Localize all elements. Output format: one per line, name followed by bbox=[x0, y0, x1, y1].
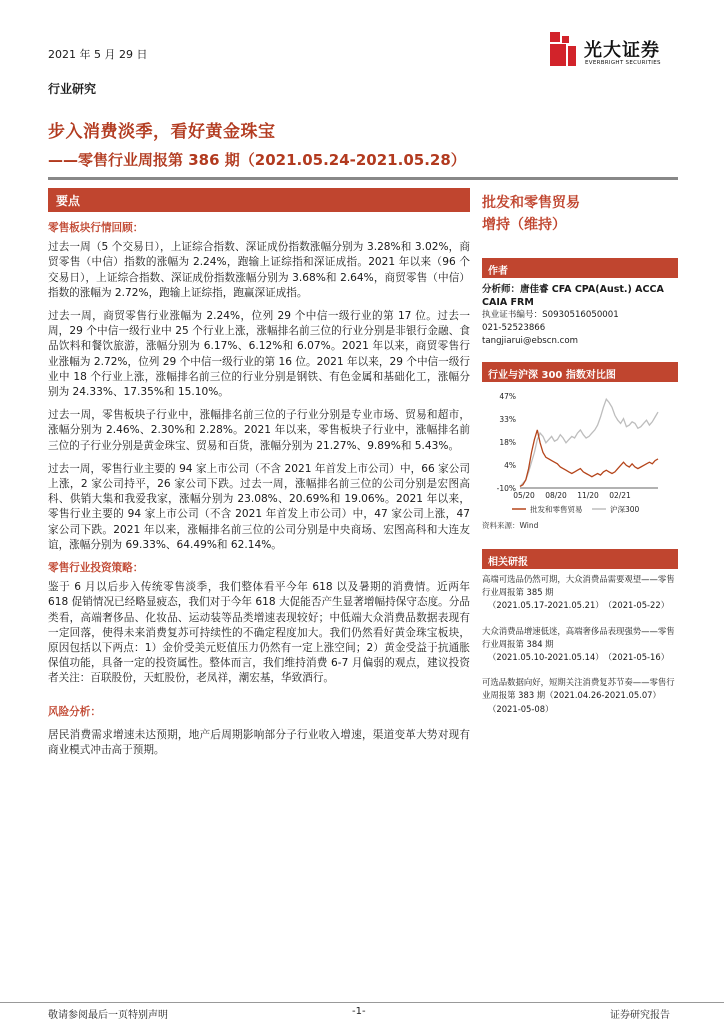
related-report-2-title: 大众消费品增速低迷，高端奢侈品表现强势——零售行业周报第 384 期 bbox=[482, 625, 675, 649]
market-review-paragraph-2: 过去一周，商贸零售行业涨幅为 2.24%，位列 29 个中信一级行业的第 17 位。过去一周，29 个中信一级行业中 25 个行业上涨，涨幅排名前三位的行业分别是非银行金融、食品饮料和餐饮旅游，涨幅分别为 6.17%、6.12%和 6.07%。2021 年以来，商贸零售行业涨幅为 2.72%，位列 29 个中信一级行业的第 16 位。2021 年以来，29 个中信一级行业中 18 个行业上涨，涨幅排名前三位的行业分别是钢铁、有色金属和基础化工，涨幅分别为 24.33%、17.35%和 15.10%。 bbox=[48, 310, 470, 399]
keypoints-label: 要点 bbox=[56, 194, 81, 208]
comparison-chart-svg bbox=[482, 388, 678, 518]
industry-name: 批发和零售贸易 bbox=[482, 195, 580, 211]
keypoints-banner bbox=[48, 188, 470, 212]
y-tick-label: 47% bbox=[499, 392, 516, 401]
related-report-1 bbox=[482, 573, 678, 613]
main-content bbox=[48, 221, 470, 758]
legend-label: 沪深300 bbox=[610, 505, 640, 514]
market-review-heading: 零售板块行情回顾： bbox=[48, 222, 144, 234]
phone: 021-52523866 bbox=[482, 323, 546, 333]
strategy-paragraph: 鉴于 6 月以后步入传统零售淡季，我们整体看平今年 618 以及暑期的消费情。近两年 618 促销情况已经略显疲态，我们对于今年 618 大促能否产生显著增幅持保守态度。分品类看，高端奢侈品、化妆品、运动装等品类增速表现较好；中低端大众消费品数据表现有一定回落，使得未来消费复苏可持续性的不确定程度加大。我们仍然看好黄金珠宝板块，原因包括以下两点：1）金价受美元贬值压力仍然有一定上涨空间；2）黄金受益于抗通胀保值功能，具备一定的投资属性。整体而言，我们维持消费 6-7 月偏弱的观点，建议投资者关注：百联股份，天虹股份，老凤祥，潮宏基，华致酒行。 bbox=[48, 581, 470, 685]
market-review-paragraph-4: 过去一周，零售行业主要的 94 家上市公司（不含 2021 年首发上市公司）中，66 家公司上涨，2 家公司持平，26 家公司下跌。过去一周，涨幅排名前三位的公司分别是宏图高科、供销大集和我爱我家，涨幅分别为 23.08%、20.69%和 19.06%。2021 年以来，零售行业主要的 94 家上市公司（不含 2021 年首发上市公司）中，47 家公司上涨，47 家公司下跌。2021 年以来，涨幅排名前三位的公司分别是中央商场、宏图高科和大连友谊，涨幅分别为 69.33%、64.49%和 62.14%。 bbox=[48, 462, 470, 551]
analyst-name: 分析师：唐佳睿 CFA CPA(Aust.) ACCA CAIA FRM bbox=[482, 284, 664, 308]
market-review-paragraph-1: 过去一周（5 个交易日），上证综合指数、深证成份指数涨幅分别为 3.28%和 3.02%，商贸零售（中信）指数的涨幅为 2.24%，跑输上证综指和深证成指。2021 年以来（96 个交易日），上证综合指数、深证成份指数涨幅分别为 3.68%和 2.64%，商贸零售（中信）指数的涨幅为 2.72%，跑输上证综指，跑赢深证成指。 bbox=[48, 241, 470, 299]
related-report-1-title: 高端可选品仍然可期，大众消费品需要观望——零售行业周报第 385 期 bbox=[482, 574, 675, 598]
related-report-3-date: （2021-05-08） bbox=[488, 703, 554, 714]
market-review-paragraph-3: 过去一周，零售板块子行业中，涨幅排名前三位的子行业分别是专业市场、贸易和超市，涨幅分别为 2.46%、2.30%和 2.28%。2021 年以来，零售板块子行业中，涨幅排名前三位的子行业分别是黄金珠宝、贸易和百货，涨幅分别为 21.27%、9.89%和 5.43%。 bbox=[48, 409, 470, 452]
y-tick-label: 18% bbox=[499, 438, 516, 447]
x-tick-label: 02/21 bbox=[609, 491, 631, 500]
strategy-heading: 零售行业投资策略： bbox=[48, 562, 144, 575]
page-number: -1- bbox=[352, 1006, 366, 1017]
footer-disclaimer: 敬请参阅最后一页特别声明 bbox=[48, 1010, 168, 1021]
legend-label: 批发和零售贸易 bbox=[530, 505, 583, 514]
x-tick-label: 08/20 bbox=[545, 491, 567, 500]
logo-mark-icon bbox=[548, 30, 582, 70]
y-tick-label: 33% bbox=[499, 415, 516, 424]
series-line bbox=[520, 430, 658, 487]
chart-source: 资料来源：Wind bbox=[482, 521, 539, 530]
y-tick-label: -10% bbox=[496, 484, 516, 493]
author-banner: 作者 bbox=[482, 258, 678, 278]
footer-report-type: 证券研究报告 bbox=[610, 1010, 670, 1021]
company-logo bbox=[548, 30, 698, 74]
header-divider bbox=[48, 177, 678, 180]
logo-english: EVERBRIGHT SECURITIES bbox=[585, 60, 661, 66]
risk-heading: 风险分析： bbox=[48, 705, 101, 718]
report-category: 行业研究 bbox=[48, 82, 97, 96]
report-date: 2021 年 5 月 29 日 bbox=[48, 48, 148, 61]
related-report-3 bbox=[482, 676, 678, 716]
chart-banner: 行业与沪深 300 指数对比图 bbox=[482, 362, 678, 382]
rating: 增持（维持） bbox=[482, 217, 566, 233]
comparison-chart bbox=[482, 388, 678, 518]
related-banner: 相关研报 bbox=[482, 549, 678, 569]
related-report-2-date: （2021.05.10-2021.05.14） （2021-05-16） bbox=[488, 652, 670, 663]
report-title: 步入消费淡季，看好黄金珠宝 bbox=[48, 122, 276, 142]
related-report-1-date: （2021.05.17-2021.05.21） （2021-05-22） bbox=[488, 600, 670, 611]
report-subtitle: ——零售行业周报第 386 期（2021.05.24-2021.05.28） bbox=[48, 151, 466, 169]
sidebar bbox=[482, 192, 678, 716]
x-tick-label: 11/20 bbox=[577, 491, 599, 500]
email: tangjiarui@ebscn.com bbox=[482, 336, 579, 346]
related-report-3-title: 可选品数据向好，短期关注消费复苏节奏——零售行业周报第 383 期（2021.04.26-2021.05.07） bbox=[482, 677, 675, 701]
license-number: 执业证书编号：S0930516050001 bbox=[482, 310, 619, 320]
related-report-2 bbox=[482, 625, 678, 665]
y-tick-label: 4% bbox=[504, 461, 516, 470]
x-tick-label: 05/20 bbox=[513, 491, 535, 500]
footer-divider bbox=[0, 1002, 724, 1003]
risk-paragraph: 居民消费需求增速未达预期，地产后周期影响部分子行业收入增速，渠道变革大势对现有商业模式冲击高于预期。 bbox=[48, 728, 470, 757]
logo-name: 光大证券 bbox=[584, 40, 660, 61]
